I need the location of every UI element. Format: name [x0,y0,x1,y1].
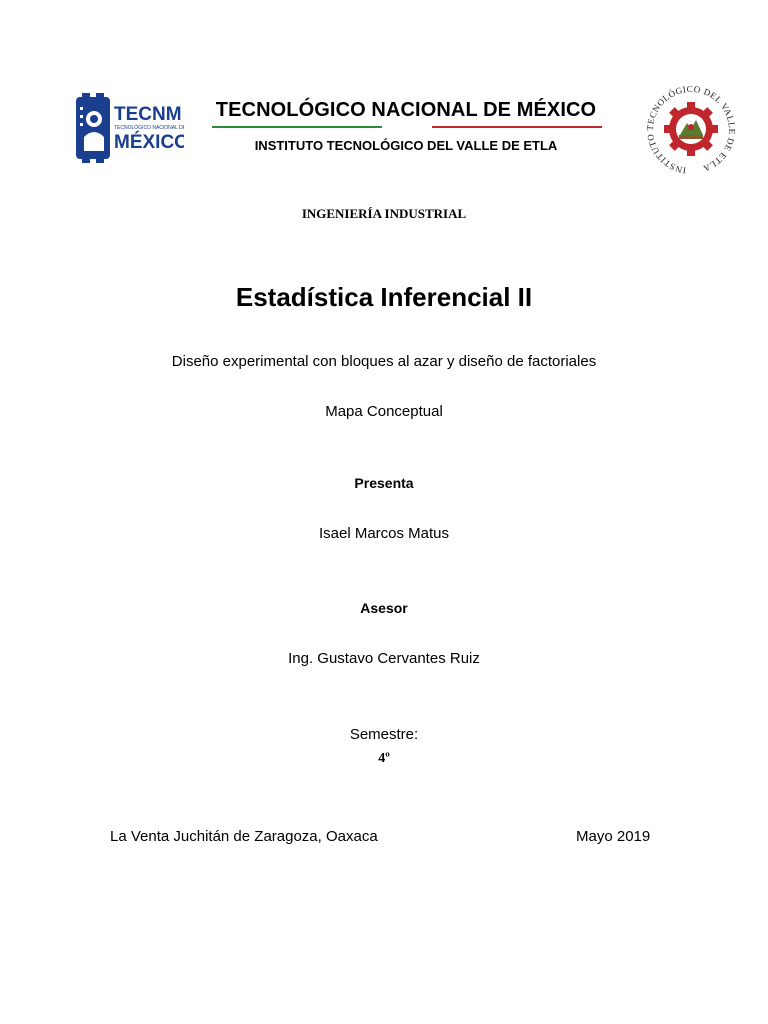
advisor-name: Ing. Gustavo Cervantes Ruiz [288,650,480,667]
presenta-label: Presenta [354,475,414,491]
date-text: Mayo 2019 [576,828,651,845]
topic-text: Diseño experimental con bloques al azar y diseño de factoriales [171,353,597,370]
tecnm-logo [74,93,184,163]
header-rule-green [212,126,382,128]
seal-ring-text: INSTITUTO TECNOLÓGICO DEL VALLE DE ETLA [644,83,738,176]
institute-seal-icon [641,82,741,176]
tecnm-logo-line2: TECNOLÓGICO NACIONAL DE [114,125,184,131]
career-name: INGENIERÍA INDUSTRIAL [301,206,467,221]
author-name: Isael Marcos Matus [318,525,450,542]
semestre-value: 4º [378,751,390,766]
document-type: Mapa Conceptual [325,403,443,420]
tecnm-logo-line3: MÉXICO [114,132,184,153]
header-title: TECNOLÓGICO NACIONAL DE MÉXICO [215,99,597,121]
header-rule-red [432,126,602,128]
asesor-label: Asesor [360,600,408,616]
tecnm-logo-line1: TECNM [114,104,182,125]
subject-title: Estadística Inferencial II [235,282,533,312]
location-text: La Venta Juchitán de Zaragoza, Oaxaca [110,828,378,845]
header-subtitle: INSTITUTO TECNOLÓGICO DEL VALLE DE ETLA [254,138,558,153]
semestre-label: Semestre: [349,726,419,743]
